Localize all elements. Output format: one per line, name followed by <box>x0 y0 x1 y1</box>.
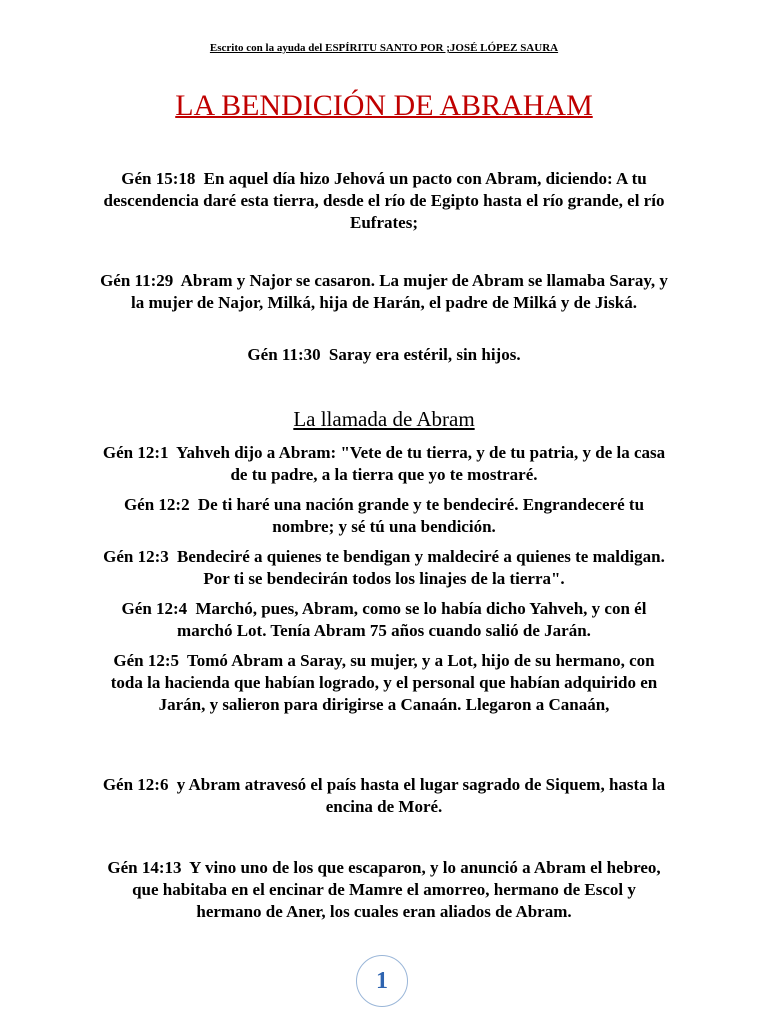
verse-paragraph <box>100 494 668 538</box>
verse-reference: Gén 14:13 <box>107 858 182 877</box>
verse-text: De ti haré una nación grande y te bendeciré. Engrandeceré tu nombre; y sé tú una bendición. <box>197 495 645 536</box>
verse-paragraph <box>100 270 668 314</box>
verse-text: y Abram atravesó el país hasta el lugar sagrado de Siquem, hasta la encina de Moré. <box>176 775 666 816</box>
verse-reference: Gén 12:5 <box>113 651 179 670</box>
verse-reference: Gén 12:4 <box>121 599 188 618</box>
page-title: LA BENDICIÓN DE ABRAHAM <box>175 89 593 122</box>
verse-paragraph <box>100 774 668 818</box>
verse-reference: Gén 12:1 <box>102 443 169 462</box>
verse-paragraph <box>100 546 668 590</box>
verse-text: Tomó Abram a Saray, su mujer, y a Lot, hijo de su hermano, con toda la hacienda que habían logrado, y el personal que habían adquirido en Jarán, y salieron para dirigirse a Canaán. Llegaron a Canaán, <box>110 651 658 714</box>
verse-paragraph <box>100 168 668 234</box>
verse-paragraph <box>100 650 668 716</box>
verse-reference: Gén 15:18 <box>121 169 196 188</box>
verse-paragraph <box>100 442 668 486</box>
verse-text: Yahveh dijo a Abram: "Vete de tu tierra, y de tu patria, y de la casa de tu padre, a la tierra que yo te mostraré. <box>176 443 666 484</box>
verse-text: Bendeciré a quienes te bendigan y maldeciré a quienes te maldigan. Por ti se bendecirán todos los linajes de la tierra". <box>177 547 665 588</box>
verse-reference: Gén 11:30 <box>247 345 321 364</box>
verse-paragraph <box>100 598 668 642</box>
verse-reference: Gén 12:3 <box>103 547 169 566</box>
verse-reference: Gén 11:29 <box>100 271 174 290</box>
verse-text: Marchó, pues, Abram, como se lo había dicho Yahveh, y con él marchó Lot. Tenía Abram 75 años cuando salió de Jarán. <box>177 599 647 640</box>
verse-text: Saray era estéril, sin hijos. <box>328 345 521 364</box>
verse-reference: Gén 12:2 <box>123 495 190 514</box>
page-number-badge: 1 <box>356 955 408 1007</box>
verse-text: En aquel día hizo Jehová un pacto con Abram, diciendo: A tu descendencia daré esta tierra, desde el río de Egipto hasta el río grande, el río Eufrates; <box>103 169 665 232</box>
verse-paragraph <box>100 344 668 366</box>
verse-paragraph <box>100 857 668 923</box>
verse-text: Y vino uno de los que escaparon, y lo anunció a Abram el hebreo, que habitaba en el encinar de Mamre el amorreo, hermano de Escol y hermano de Aner, los cuales eran aliados de Abram. <box>132 858 661 921</box>
verse-text: Abram y Najor se casaron. La mujer de Abram se llamaba Saray, y la mujer de Najor, Milká, hija de Harán, el padre de Milká y de Jiská. <box>131 271 668 312</box>
verse-reference: Gén 12:6 <box>102 775 169 794</box>
document-header: Escrito con la ayuda del ESPÍRITU SANTO POR ;JOSÉ LÓPEZ SAURA <box>209 42 559 54</box>
section-subtitle: La llamada de Abram <box>293 407 475 431</box>
